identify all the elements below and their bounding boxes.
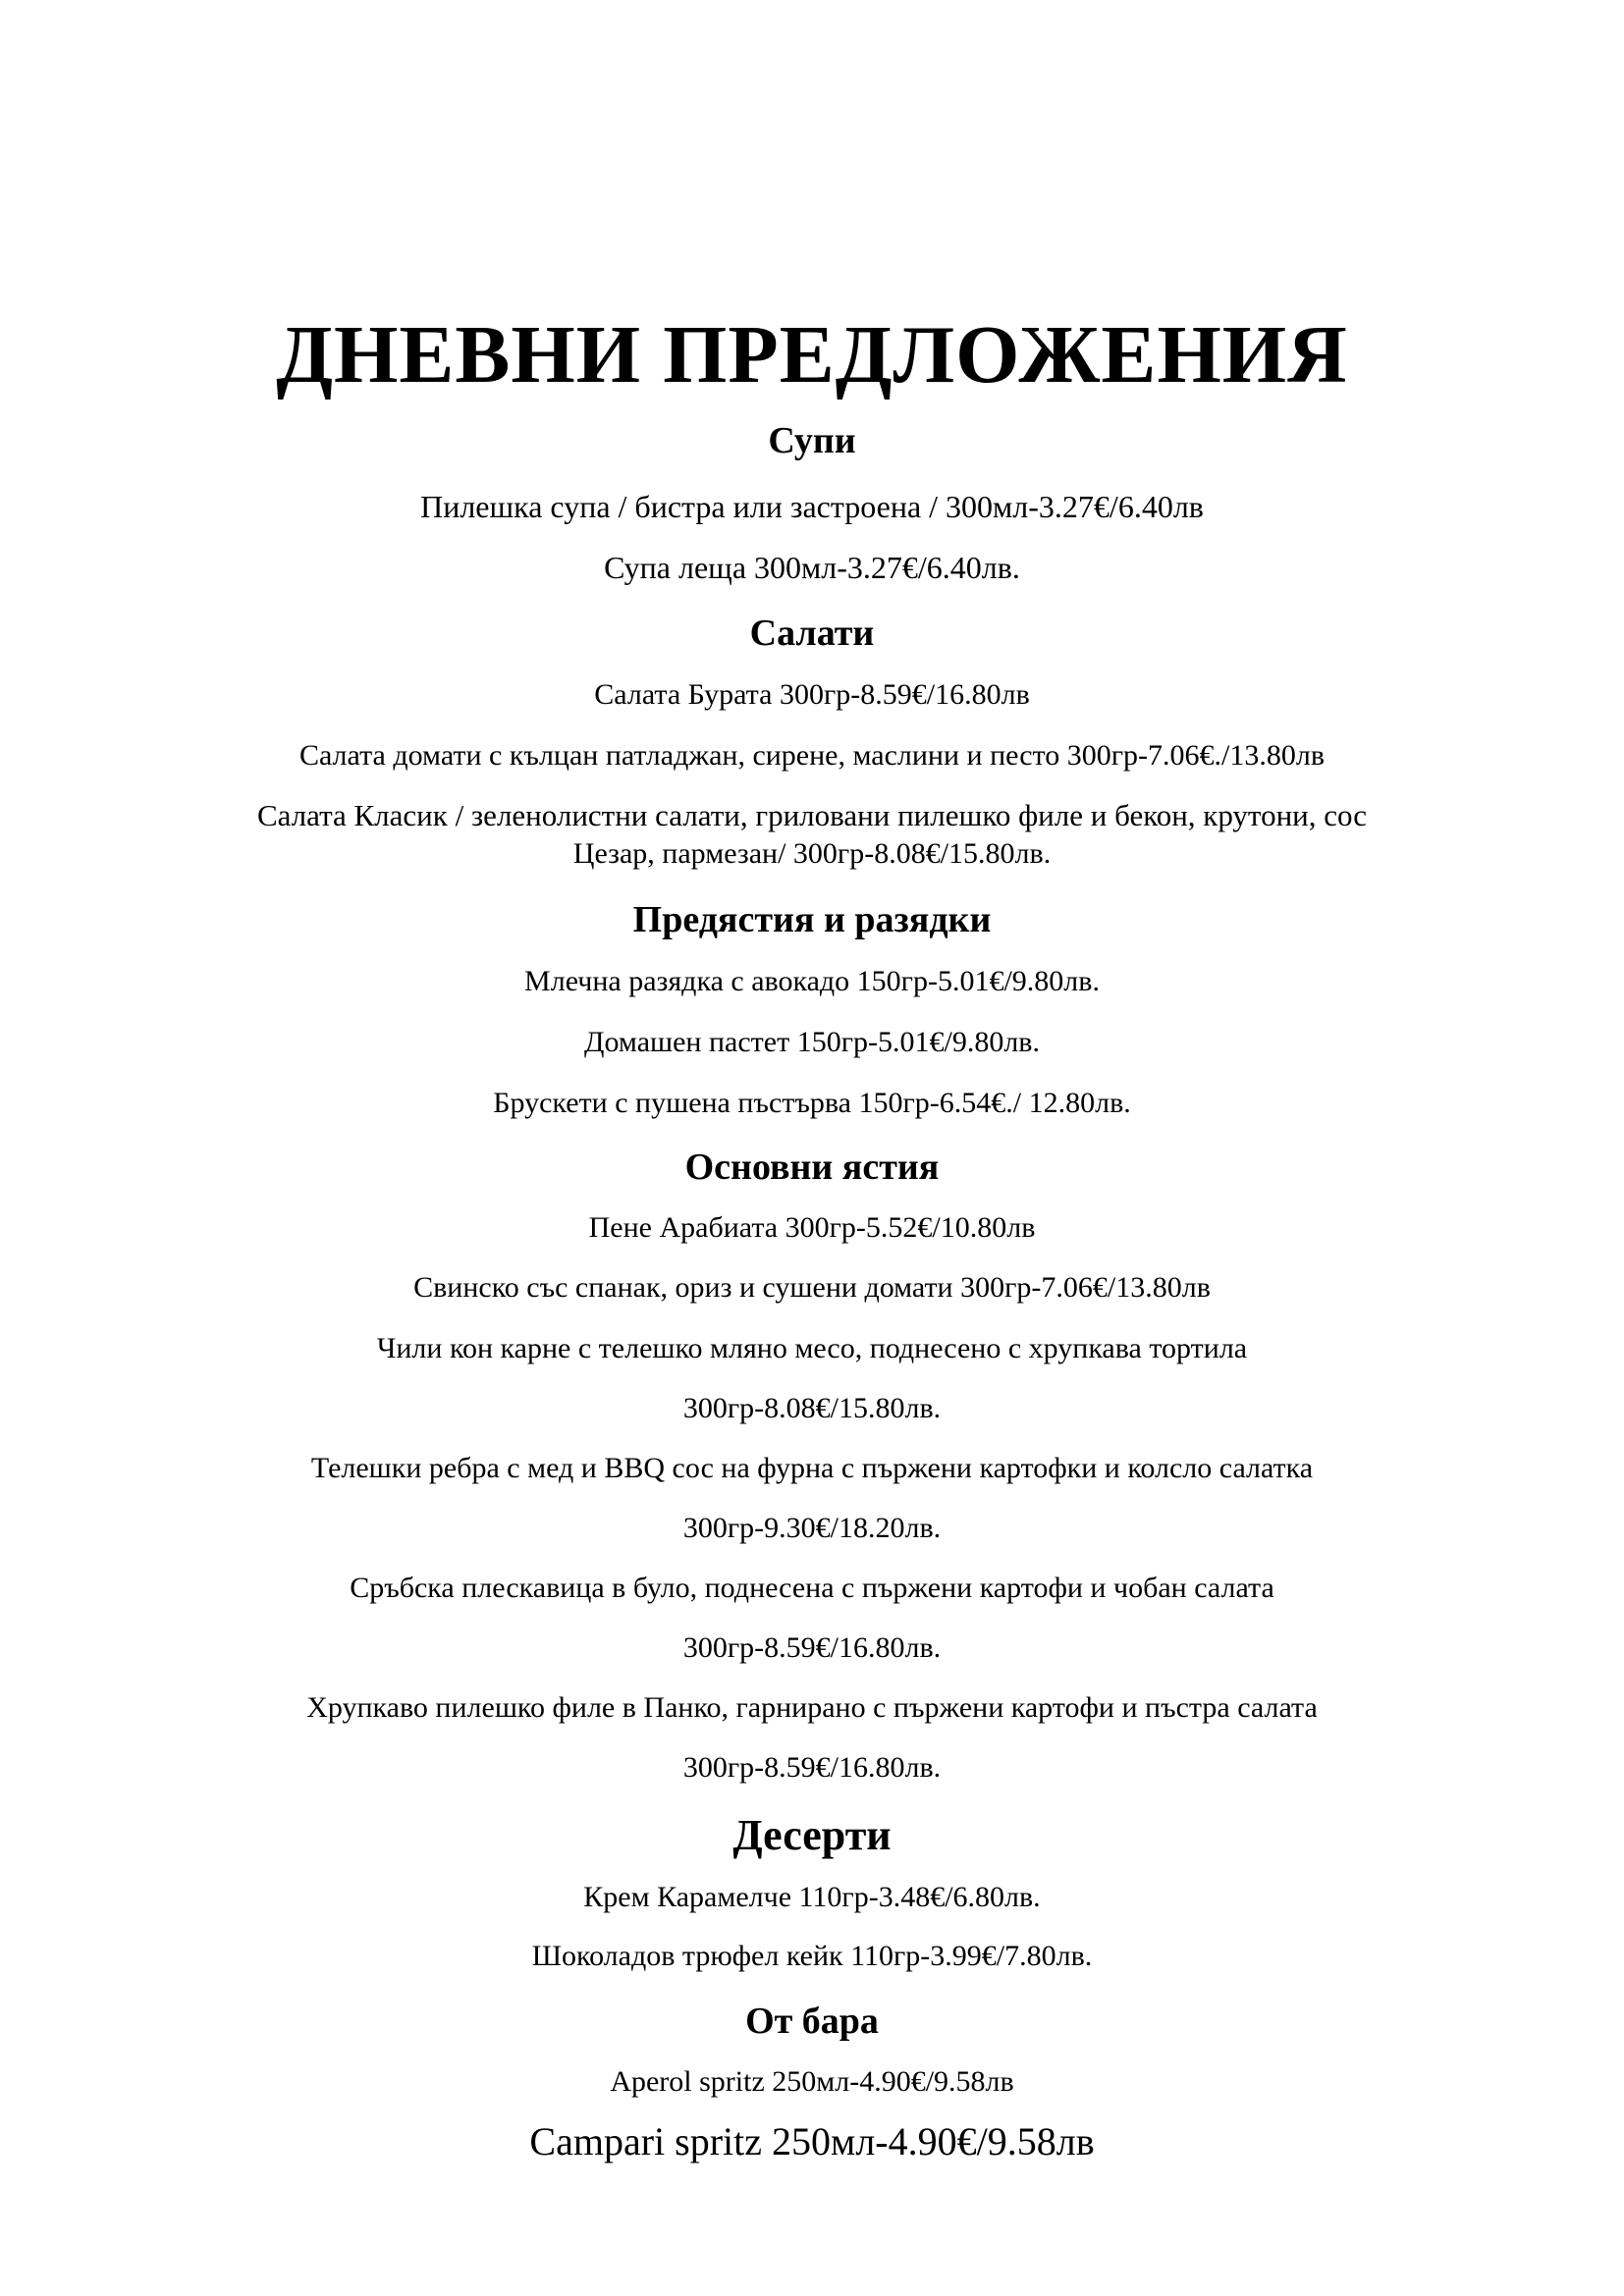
section-heading-starters: Предястия и разядки [632,899,992,940]
menu-item: Телешки ребра с мед и BBQ сос на фурна с пържени картофки и колсло салатка [310,1452,1314,1484]
menu-item: Пилешка супа / бистра или застроена / 300мл-3.27€/6.40лв [420,489,1204,524]
section-heading-mains: Основни ястия [684,1147,940,1188]
menu-item: Шоколадов трюфел кейк 110гр-3.99€/7.80лв. [531,1940,1093,1972]
menu-item: Сръбска плескавица в було, поднесена с пържени картофи и чобан салата [350,1572,1274,1604]
menu-item: Крем Карамелче 110гр-3.48€/6.80лв. [583,1881,1041,1913]
menu-item: Салата домати с кълцан патладжан, сирене, маслини и песто 300гр-7.06€./13.80лв [298,739,1326,772]
menu-item: Свинско със спанак, ориз и сушени домати 300гр-7.06€/13.80лв [413,1271,1211,1304]
menu-item: Хрупкаво пилешко филе в Панко, гарнирано с пържени картофи и пъстра салата [306,1691,1318,1724]
menu-item-continued: 300гр-8.59€/16.80лв. [682,1751,942,1784]
menu-item: Пене Арабиата 300гр-5.52€/10.80лв [588,1211,1036,1244]
menu-item: Чили кон карне с телешко мляно месо, поднесено с хрупкава тортила [376,1332,1248,1364]
section-heading-salads: Салати [749,613,875,654]
menu-item: Салата Бурата 300гр-8.59€/16.80лв [594,678,1030,711]
menu-item: Салата Класик / зеленолистни салати, гриловани пилешко филе и бекон, крутони, сос [256,798,1368,832]
menu-item-continued: 300гр-8.59€/16.80лв. [682,1631,942,1664]
menu-item-continued: 300гр-8.08€/15.80лв. [682,1392,942,1424]
menu-item-continued: Цезар, пармезан/ 300гр-8.08€/15.80лв. [572,837,1052,870]
menu-item: Aperol spritz 250мл-4.90€/9.58лв [610,2065,1014,2098]
menu-item-continued: 300гр-9.30€/18.20лв. [682,1512,942,1544]
section-heading-bar: От бара [745,2001,879,2042]
menu-item: Млечна разядка с авокадо 150гр-5.01€/9.80лв. [524,965,1100,997]
section-heading-soups: Супи [768,420,856,461]
menu-item: Домашен пастет 150гр-5.01€/9.80лв. [584,1026,1040,1058]
menu-item: Campari spritz 250мл-4.90€/9.58лв [529,2119,1095,2163]
page-title: ДНЕВНИ ПРЕДЛОЖЕНИЯ [276,309,1348,400]
section-heading-desserts: Десерти [732,1811,892,1859]
menu-item: Супа леща 300мл-3.27€/6.40лв. [604,550,1020,585]
menu-item: Брускети с пушена пъстърва 150гр-6.54€./ 12.80лв. [493,1087,1131,1119]
